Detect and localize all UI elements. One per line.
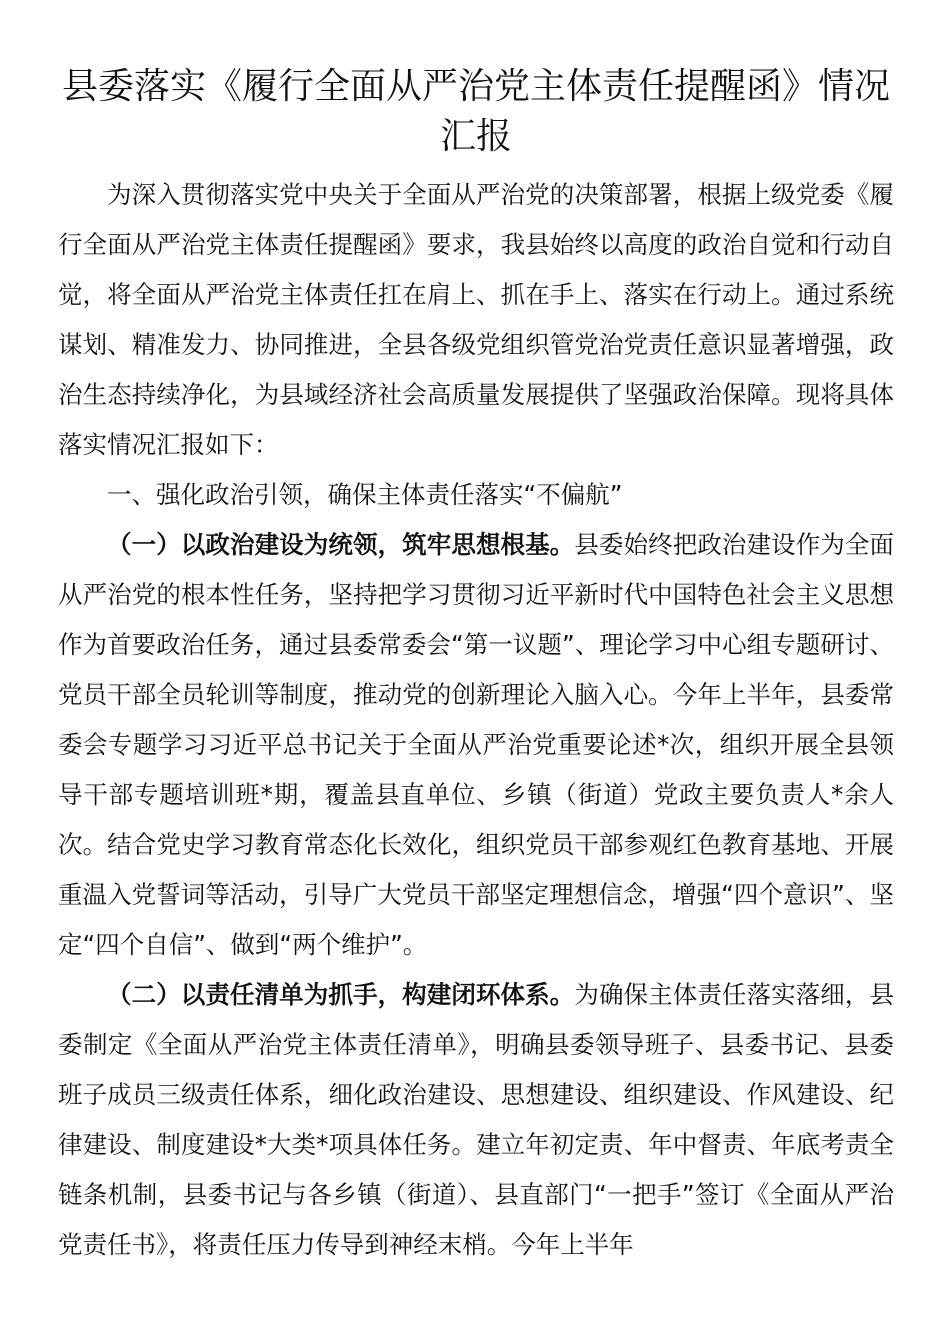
intro-paragraph: 为深入贯彻落实党中央关于全面从严治党的决策部署，根据上级党委《履行全面从严治党主体责任提醒函》要求，我县始终以高度的政治自觉和行动自觉，将全面从严治党主体责任扛在肩上、抓在手上、落实在行动上。通过系统谋划、精准发力、协同推进，全县各级党组织管党治党责任意识显著增强，政治生态持续净化，为县域经济社会高质量发展提供了坚强政治保障。现将具体落实情况汇报如下： [58, 180, 894, 459]
subsection-1-heading: （一）以政治建设为统领，筑牢思想根基。 [107, 530, 575, 559]
subsection-2-body: 为确保主体责任落实落细，县委制定《全面从严治党主体责任清单》，明确县委领导班子、县委书记、县委班子成员三级责任体系，细化政治建设、思想建设、组织建设、作风建设、纪律建设、制度建设*大类*项具体任务。建立年初定责、年中督责、年底考责全链条机制，县委书记与各乡镇（街道）、县直部门“一把手”签订《全面从严治党责任书》，将责任压力传导到神经末梢。今年上半年 [58, 980, 895, 1259]
subsection-2-heading: （二）以责任清单为抓手，构建闭环体系。 [107, 980, 575, 1009]
subsection-1-body: 县委始终把政治建设作为全面从严治党的根本性任务，坚持把学习贯彻习近平新时代中国特色社会主义思想作为首要政治任务，通过县委常委会“第一议题”、理论学习中心组专题研讨、党员干部全员轮训等制度，推动党的创新理论入脑入心。今年上半年，县委常委会专题学习习近平总书记关于全面从严治党重要论述*次，组织开展全县领导干部专题培训班*期，覆盖县直单位、乡镇（街道）党政主要负责人*余人次。结合党史学习教育常态化长效化，组织党员干部参观红色教育基地、开展重温入党誓词等活动，引导广大党员干部坚定理想信念，增强“四个意识”、坚定“四个自信”、做到“两个维护”。 [58, 530, 895, 959]
document-title: 县委落实《履行全面从严治党主体责任提醒函》情况汇报 [61, 66, 890, 157]
section-heading-1: 一、强化政治引领，确保主体责任落实“不偏航” [107, 480, 623, 509]
subsection-1-paragraph [58, 520, 894, 970]
subsection-2-paragraph [58, 970, 894, 1270]
document-body [58, 62, 894, 1270]
